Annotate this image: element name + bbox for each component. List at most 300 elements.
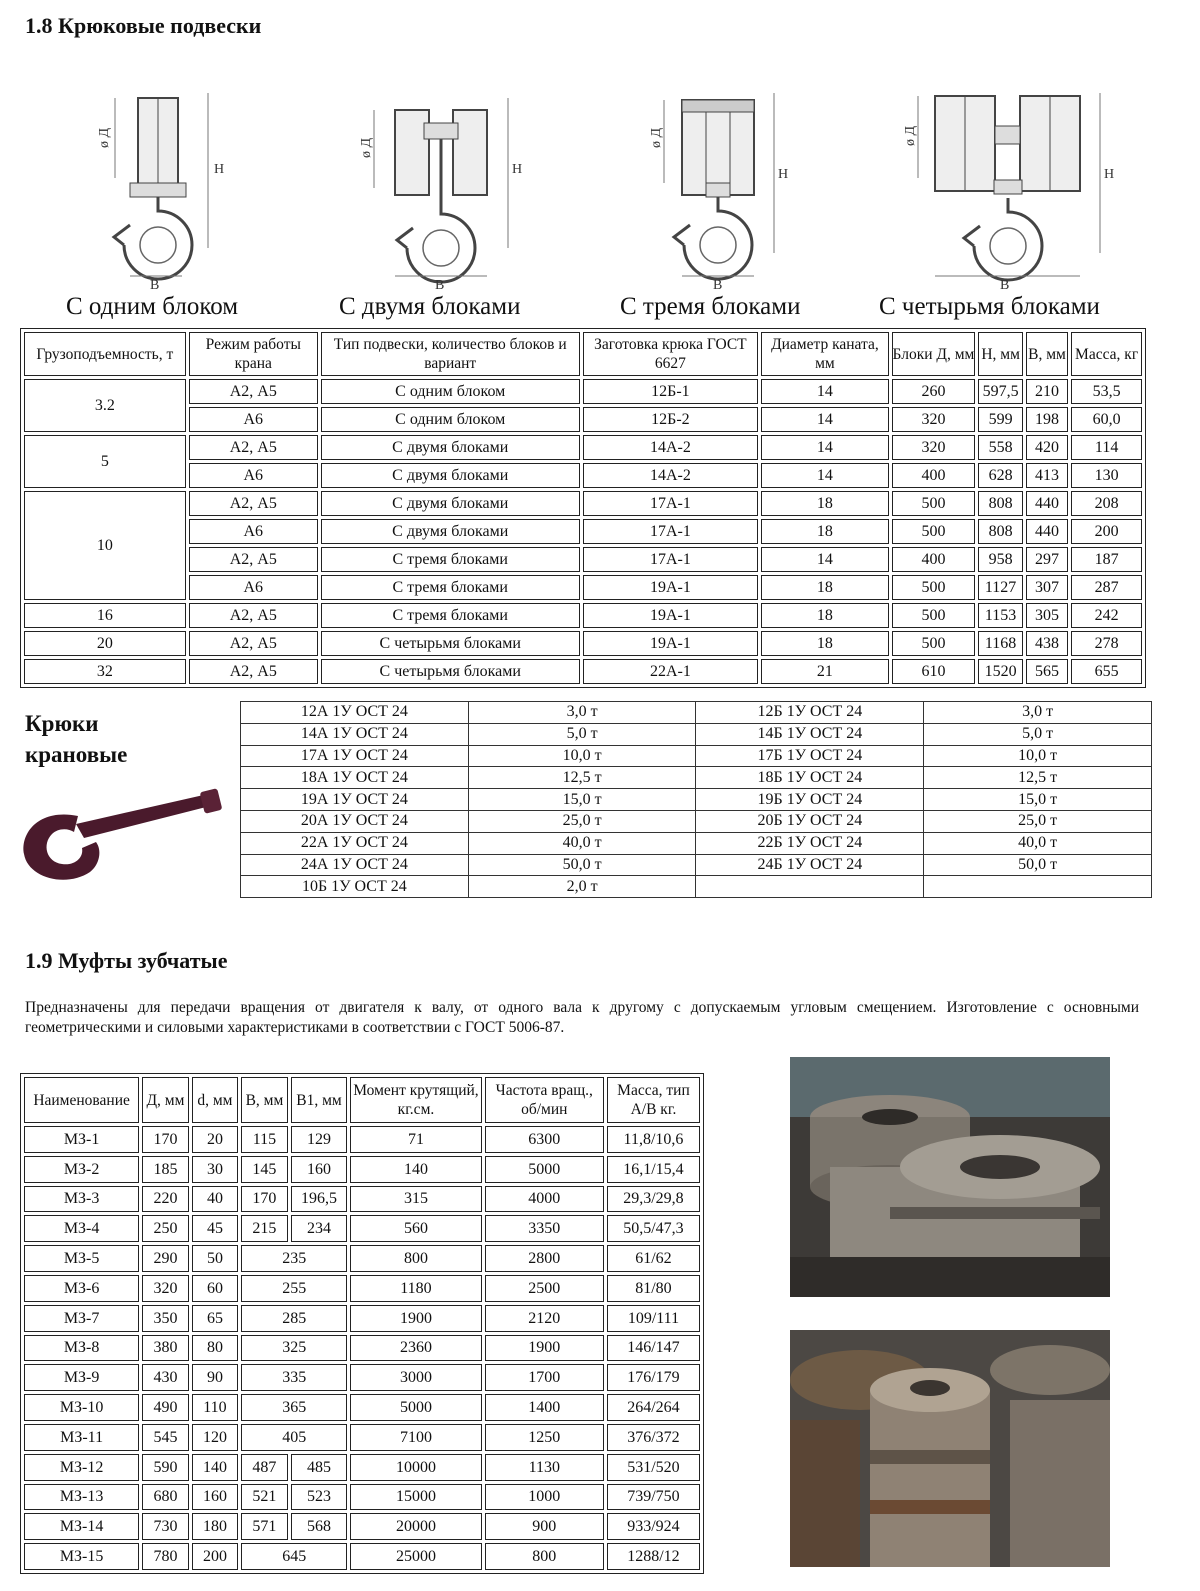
table-cell: 242	[1071, 603, 1142, 628]
table-cell: 18	[761, 491, 888, 516]
coupling-name-cell: МЗ-2	[24, 1156, 139, 1183]
label-d: ø Д	[97, 127, 112, 148]
table-cell: 234	[291, 1215, 348, 1242]
table-cell: 958	[978, 547, 1022, 572]
hooks-title: Крюки крановые	[25, 711, 128, 767]
table-row	[24, 1484, 700, 1511]
couplings-table	[20, 1073, 704, 1574]
table-cell: 22Б 1У ОСТ 24	[696, 832, 924, 854]
table-cell: 65	[192, 1305, 238, 1332]
table-cell: 208	[1071, 491, 1142, 516]
table-cell: 18Б 1У ОСТ 24	[696, 767, 924, 789]
table-cell: 335	[241, 1364, 347, 1391]
table-cell: 198	[1026, 407, 1068, 432]
table-cell: 130	[1071, 463, 1142, 488]
table-cell: 50	[192, 1245, 238, 1272]
table-cell: 590	[142, 1454, 188, 1481]
table-cell: 315	[350, 1186, 481, 1213]
table-cell: 14	[761, 407, 888, 432]
drawing-one-block	[97, 93, 224, 293]
label-h: Н	[512, 162, 523, 177]
table-cell: 5000	[485, 1156, 604, 1183]
table-cell: 6300	[485, 1126, 604, 1153]
table-cell: 140	[192, 1454, 238, 1481]
table-cell: 568	[291, 1513, 348, 1540]
table-row	[24, 575, 1142, 600]
table-cell: 50,5/47,3	[607, 1215, 700, 1242]
table-cell: С четырьмя блоками	[321, 659, 580, 684]
table-cell: 2360	[350, 1335, 481, 1362]
table-header-cell: Заготовка крюка ГОСТ 6627	[583, 332, 759, 376]
table-cell: 255	[241, 1275, 347, 1302]
table-cell: 140	[350, 1156, 481, 1183]
table-cell: 187	[1071, 547, 1142, 572]
table-cell	[696, 876, 924, 898]
table-cell: 610	[892, 659, 976, 684]
table-cell: 500	[892, 575, 976, 600]
table-cell: 571	[241, 1513, 287, 1540]
table-cell: 1000	[485, 1484, 604, 1511]
table-cell: 3000	[350, 1364, 481, 1391]
table-cell: 19А-1	[583, 631, 759, 656]
table-row	[24, 1543, 700, 1570]
table-header-cell: Масса, кг	[1071, 332, 1142, 376]
table-cell: 1900	[350, 1305, 481, 1332]
table-cell: 176/179	[607, 1364, 700, 1391]
table-cell: 1288/12	[607, 1543, 700, 1570]
capacity-cell: 20	[24, 631, 186, 656]
table-cell: 1180	[350, 1275, 481, 1302]
hooks-table	[240, 701, 1152, 898]
couplings-description: Предназначены для передачи вращения от двигателя к валу, от одного вала к другому с допускаемым угловым смещением. Изготовление с основными геометрическими и силовыми характеристиками в соответствии с ГОСТ 5006-87.	[25, 999, 1139, 1036]
table-cell: 485	[291, 1454, 348, 1481]
table-cell: 14А-2	[583, 463, 759, 488]
table-cell: 20А 1У ОСТ 24	[241, 810, 469, 832]
drawing-four-blocks	[903, 93, 1114, 293]
table-cell: 500	[892, 631, 976, 656]
table-cell: А2, А5	[189, 435, 318, 460]
table-header-row	[24, 332, 1142, 376]
table-row	[24, 1335, 700, 1362]
table-row	[241, 854, 1152, 876]
table-cell: 565	[1026, 659, 1068, 684]
coupling-name-cell: МЗ-10	[24, 1394, 139, 1421]
table-cell: 3350	[485, 1215, 604, 1242]
table-cell: 325	[241, 1335, 347, 1362]
table-cell: 350	[142, 1305, 188, 1332]
table-cell: 14	[761, 379, 888, 404]
caption-two-blocks: С двумя блоками	[339, 293, 521, 320]
table-cell: 10,0 т	[924, 745, 1152, 767]
table-cell: 12,5 т	[468, 767, 696, 789]
table-row	[24, 547, 1142, 572]
table-cell: 14	[761, 547, 888, 572]
table-cell: 160	[291, 1156, 348, 1183]
table-cell: 20Б 1У ОСТ 24	[696, 810, 924, 832]
table-cell: 560	[350, 1215, 481, 1242]
table-cell: 500	[892, 519, 976, 544]
table-cell: 145	[241, 1156, 287, 1183]
gear-coupling-photo-1	[790, 1057, 1110, 1297]
table-cell: 558	[978, 435, 1022, 460]
table-cell: А6	[189, 407, 318, 432]
table-cell: 487	[241, 1454, 287, 1481]
table-cell: 440	[1026, 519, 1068, 544]
table-cell: 400	[892, 463, 976, 488]
table-cell: 1130	[485, 1454, 604, 1481]
table-cell: 14Б 1У ОСТ 24	[696, 723, 924, 745]
table-header-cell: Д, мм	[142, 1077, 188, 1123]
table-cell: 40,0 т	[924, 832, 1152, 854]
table-cell: С двумя блоками	[321, 435, 580, 460]
table-row	[24, 1156, 700, 1183]
table-cell: 90	[192, 1364, 238, 1391]
coupling-name-cell: МЗ-13	[24, 1484, 139, 1511]
label-b: В	[435, 278, 445, 293]
table-cell: С одним блоком	[321, 407, 580, 432]
table-cell: 12,5 т	[924, 767, 1152, 789]
table-header-cell: d, мм	[192, 1077, 238, 1123]
table-cell: 430	[142, 1364, 188, 1391]
table-cell: С тремя блоками	[321, 575, 580, 600]
table-cell: С одним блоком	[321, 379, 580, 404]
label-b: В	[713, 278, 723, 293]
table-row	[24, 1245, 700, 1272]
table-cell: 50,0 т	[924, 854, 1152, 876]
table-cell: 2800	[485, 1245, 604, 1272]
table-cell: 17А-1	[583, 491, 759, 516]
table-cell: 5000	[350, 1394, 481, 1421]
table-cell: 680	[142, 1484, 188, 1511]
gear-coupling-photo-2	[790, 1330, 1110, 1567]
table-cell: 4000	[485, 1186, 604, 1213]
table-cell: 490	[142, 1394, 188, 1421]
label-h: Н	[214, 162, 225, 177]
table-cell: 405	[241, 1424, 347, 1451]
table-cell: 320	[892, 407, 976, 432]
table-cell: 15,0 т	[924, 789, 1152, 811]
table-cell: 12Б-1	[583, 379, 759, 404]
table-cell: 80	[192, 1335, 238, 1362]
table-cell: 14	[761, 435, 888, 460]
table-row	[24, 379, 1142, 404]
table-cell: 320	[892, 435, 976, 460]
crane-hook-icon	[18, 786, 228, 890]
table-cell: 200	[1071, 519, 1142, 544]
table-cell: 60	[192, 1275, 238, 1302]
table-cell: 25,0 т	[924, 810, 1152, 832]
table-cell: А6	[189, 575, 318, 600]
table-cell: С тремя блоками	[321, 603, 580, 628]
table-cell: С двумя блоками	[321, 519, 580, 544]
table-row	[24, 491, 1142, 516]
table-row	[24, 1364, 700, 1391]
table-row	[24, 1186, 700, 1213]
table-cell: 21	[761, 659, 888, 684]
table-cell: 1900	[485, 1335, 604, 1362]
table-cell: 170	[241, 1186, 287, 1213]
table-cell: 19А 1У ОСТ 24	[241, 789, 469, 811]
table-cell: 29,3/29,8	[607, 1186, 700, 1213]
table-cell: 290	[142, 1245, 188, 1272]
label-h: Н	[778, 167, 789, 182]
table-cell: 500	[892, 603, 976, 628]
table-cell: А2, А5	[189, 659, 318, 684]
table-cell: 307	[1026, 575, 1068, 600]
coupling-name-cell: МЗ-12	[24, 1454, 139, 1481]
table-cell: 210	[1026, 379, 1068, 404]
table-row	[24, 407, 1142, 432]
table-cell: 71	[350, 1126, 481, 1153]
table-cell: С четырьмя блоками	[321, 631, 580, 656]
coupling-name-cell: МЗ-5	[24, 1245, 139, 1272]
table-row	[24, 659, 1142, 684]
table-header-cell: Н, мм	[978, 332, 1022, 376]
table-cell: 81/80	[607, 1275, 700, 1302]
table-row	[24, 603, 1142, 628]
table-cell: 11,8/10,6	[607, 1126, 700, 1153]
table-row	[241, 745, 1152, 767]
coupling-name-cell: МЗ-14	[24, 1513, 139, 1540]
table-cell: 297	[1026, 547, 1068, 572]
table-cell: 438	[1026, 631, 1068, 656]
table-cell: 10Б 1У ОСТ 24	[241, 876, 469, 898]
table-cell: 800	[350, 1245, 481, 1272]
table-cell: 285	[241, 1305, 347, 1332]
table-row	[241, 723, 1152, 745]
table-row	[24, 1215, 700, 1242]
table-cell: 808	[978, 491, 1022, 516]
table-cell: А2, А5	[189, 491, 318, 516]
drawing-three-blocks	[649, 93, 788, 293]
table-cell: 808	[978, 519, 1022, 544]
table-cell: 2,0 т	[468, 876, 696, 898]
table-cell: 200	[192, 1543, 238, 1570]
table-row	[241, 876, 1152, 898]
table-cell: 14А 1У ОСТ 24	[241, 723, 469, 745]
table-cell: 15000	[350, 1484, 481, 1511]
table-cell: 17А 1У ОСТ 24	[241, 745, 469, 767]
table-header-cell: Наименование	[24, 1077, 139, 1123]
table-cell: А2, А5	[189, 631, 318, 656]
table-header-cell: Тип подвески, количество блоков и вариант	[321, 332, 580, 376]
table-cell: С двумя блоками	[321, 491, 580, 516]
table-cell: 1250	[485, 1424, 604, 1451]
table-cell: 599	[978, 407, 1022, 432]
table-cell: 1700	[485, 1364, 604, 1391]
coupling-name-cell: МЗ-15	[24, 1543, 139, 1570]
table-cell: 1127	[978, 575, 1022, 600]
table-header-cell: В, мм	[1026, 332, 1068, 376]
table-cell: 365	[241, 1394, 347, 1421]
table-cell: 260	[892, 379, 976, 404]
table-cell: 129	[291, 1126, 348, 1153]
table-row	[24, 463, 1142, 488]
table-cell: 413	[1026, 463, 1068, 488]
table-cell: 800	[485, 1543, 604, 1570]
coupling-name-cell: МЗ-7	[24, 1305, 139, 1332]
capacity-cell: 3.2	[24, 379, 186, 432]
table-cell: 400	[892, 547, 976, 572]
table-cell: 440	[1026, 491, 1068, 516]
table-cell: 10,0 т	[468, 745, 696, 767]
label-h: Н	[1104, 167, 1115, 182]
table-cell: 18	[761, 603, 888, 628]
table-cell: 1520	[978, 659, 1022, 684]
table-cell: 15,0 т	[468, 789, 696, 811]
table-cell: 523	[291, 1484, 348, 1511]
table-header-cell: Диаметр каната, мм	[761, 332, 888, 376]
capacity-cell: 32	[24, 659, 186, 684]
capacity-cell: 16	[24, 603, 186, 628]
table-cell: 12Б 1У ОСТ 24	[696, 702, 924, 724]
table-cell: 1153	[978, 603, 1022, 628]
table-row	[24, 1394, 700, 1421]
table-cell: 420	[1026, 435, 1068, 460]
table-cell: 545	[142, 1424, 188, 1451]
table-cell: 110	[192, 1394, 238, 1421]
table-cell: 120	[192, 1424, 238, 1451]
label-d: ø Д	[649, 127, 664, 148]
table-cell: 278	[1071, 631, 1142, 656]
caption-three-blocks: С тремя блоками	[620, 293, 801, 320]
table-cell: 40	[192, 1186, 238, 1213]
table-cell: 12А 1У ОСТ 24	[241, 702, 469, 724]
table-cell: 60,0	[1071, 407, 1142, 432]
table-cell: 61/62	[607, 1245, 700, 1272]
table-cell: А2, А5	[189, 603, 318, 628]
table-cell: 1400	[485, 1394, 604, 1421]
table-header-cell: Грузоподъемность, т	[24, 332, 186, 376]
table-cell: 215	[241, 1215, 287, 1242]
table-cell: 628	[978, 463, 1022, 488]
table-cell: 739/750	[607, 1484, 700, 1511]
table-cell: 196,5	[291, 1186, 348, 1213]
table-cell: 50,0 т	[468, 854, 696, 876]
caption-four-blocks: С четырьмя блоками	[879, 293, 1100, 320]
table-cell: 220	[142, 1186, 188, 1213]
table-cell: 22А 1У ОСТ 24	[241, 832, 469, 854]
table-cell: 780	[142, 1543, 188, 1570]
table-cell: 18	[761, 631, 888, 656]
table-cell: 40,0 т	[468, 832, 696, 854]
label-d: ø Д	[359, 137, 374, 158]
table-row	[24, 631, 1142, 656]
table-cell: 655	[1071, 659, 1142, 684]
coupling-name-cell: МЗ-8	[24, 1335, 139, 1362]
capacity-cell: 10	[24, 491, 186, 600]
table-cell: 18	[761, 575, 888, 600]
table-cell: 14А-2	[583, 435, 759, 460]
table-cell: 12Б-2	[583, 407, 759, 432]
table-cell: А6	[189, 463, 318, 488]
table-row	[241, 789, 1152, 811]
table-cell: 2120	[485, 1305, 604, 1332]
table-row	[241, 767, 1152, 789]
caption-one-block: С одним блоком	[66, 293, 239, 320]
table-cell: 7100	[350, 1424, 481, 1451]
table-cell: 287	[1071, 575, 1142, 600]
table-cell: 24Б 1У ОСТ 24	[696, 854, 924, 876]
drawing-two-blocks	[359, 98, 522, 293]
table-cell: 597,5	[978, 379, 1022, 404]
suspension-table	[20, 328, 1146, 688]
table-header-cell: B1, мм	[291, 1077, 348, 1123]
table-cell: С двумя блоками	[321, 463, 580, 488]
label-d: ø Д	[903, 125, 918, 146]
table-cell: 170	[142, 1126, 188, 1153]
table-cell: 25,0 т	[468, 810, 696, 832]
table-cell: 24А 1У ОСТ 24	[241, 854, 469, 876]
table-cell: 2500	[485, 1275, 604, 1302]
table-row	[24, 1454, 700, 1481]
table-cell: А2, А5	[189, 547, 318, 572]
coupling-name-cell: МЗ-6	[24, 1275, 139, 1302]
table-header-cell: Частота вращ., об/мин	[485, 1077, 604, 1123]
table-cell: 900	[485, 1513, 604, 1540]
table-row	[24, 1513, 700, 1540]
coupling-name-cell: МЗ-11	[24, 1424, 139, 1451]
table-cell: 730	[142, 1513, 188, 1540]
coupling-name-cell: МЗ-3	[24, 1186, 139, 1213]
capacity-cell: 5	[24, 435, 186, 488]
table-row	[24, 519, 1142, 544]
table-row	[241, 832, 1152, 854]
table-cell: 20000	[350, 1513, 481, 1540]
table-header-cell: Блоки Д, мм	[892, 332, 976, 376]
table-cell: 20	[192, 1126, 238, 1153]
table-cell: 235	[241, 1245, 347, 1272]
table-cell: 160	[192, 1484, 238, 1511]
table-cell: 645	[241, 1543, 347, 1570]
table-cell: 3,0 т	[924, 702, 1152, 724]
table-cell: 933/924	[607, 1513, 700, 1540]
table-cell: 10000	[350, 1454, 481, 1481]
table-cell: 18	[761, 519, 888, 544]
table-cell: 376/372	[607, 1424, 700, 1451]
table-cell: 1168	[978, 631, 1022, 656]
table-cell: 30	[192, 1156, 238, 1183]
table-cell: 109/111	[607, 1305, 700, 1332]
table-cell: 146/147	[607, 1335, 700, 1362]
table-cell: 19А-1	[583, 575, 759, 600]
table-row	[24, 1305, 700, 1332]
table-cell: 5,0 т	[924, 723, 1152, 745]
table-cell: А6	[189, 519, 318, 544]
table-cell: С тремя блоками	[321, 547, 580, 572]
table-cell: 25000	[350, 1543, 481, 1570]
section-title-hooks-suspensions: 1.8 Крюковые подвески	[25, 13, 262, 38]
table-cell: 17А-1	[583, 519, 759, 544]
table-cell: 115	[241, 1126, 287, 1153]
table-cell: 114	[1071, 435, 1142, 460]
table-cell: 45	[192, 1215, 238, 1242]
table-cell: 180	[192, 1513, 238, 1540]
section-title-gear-couplings: 1.9 Муфты зубчатые	[25, 948, 228, 973]
table-cell: 531/520	[607, 1454, 700, 1481]
table-header-cell: Режим работы крана	[189, 332, 318, 376]
table-cell: 18А 1У ОСТ 24	[241, 767, 469, 789]
hook-suspension-drawings	[90, 88, 1150, 293]
table-cell: 19А-1	[583, 603, 759, 628]
table-cell: 185	[142, 1156, 188, 1183]
label-b: В	[150, 278, 160, 293]
table-cell: 17А-1	[583, 547, 759, 572]
table-cell: 305	[1026, 603, 1068, 628]
table-row	[24, 1126, 700, 1153]
coupling-name-cell: МЗ-9	[24, 1364, 139, 1391]
table-header-cell: B, мм	[241, 1077, 287, 1123]
